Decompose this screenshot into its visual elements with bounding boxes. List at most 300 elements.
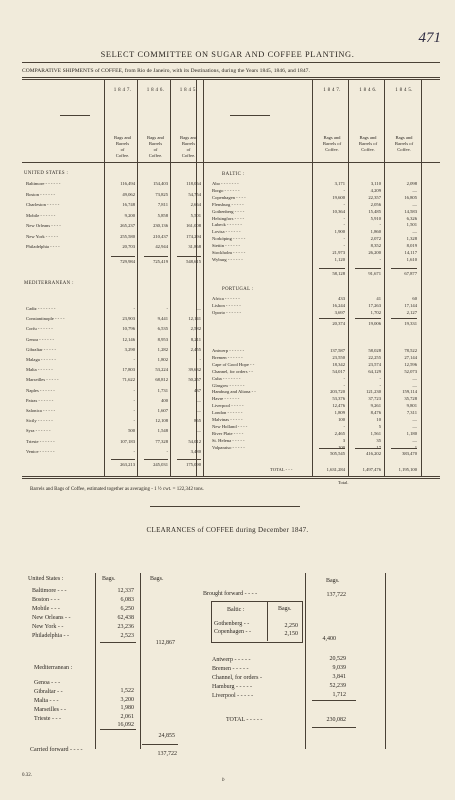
value-cell: 265,237 [120,223,135,228]
subtotal-cell: 505,545 [330,451,345,456]
subtotal-cell: 245,031 [153,462,168,467]
value-cell: 2,523 [120,633,134,639]
value-cell: 6,535 [157,326,168,332]
value-cell: 1,120 [334,256,345,262]
unit-header: Coffee. [181,153,196,158]
sum-rule [142,744,178,745]
value-cell: - [133,408,135,413]
place-label: Baltimore - - - [32,588,67,594]
value-cell: 19,600 [332,194,345,200]
subtotal-cell: 24,855 [158,733,175,739]
place-label: Wyburg - - - - - - [212,256,243,262]
sum-rule [319,448,345,449]
subtotal-cell: 112,867 [155,640,175,646]
value-cell: 2,582 [190,326,201,332]
place-label: Baltimore - - - - - - [26,181,61,186]
unit-header: Bags and [180,135,197,140]
value-cell: — [412,437,417,443]
value-cell: 8,211 [190,336,201,342]
place-label: Malta - - - [34,698,59,704]
place-label: Corfu - - - - - - [26,326,53,332]
year-header: 1 8 4 5. [179,88,198,93]
value-cell: 3,290 [124,346,135,352]
value-cell: 5,501 [190,212,201,218]
place-label: Gibraltar - - [34,689,63,695]
place-label: Glasgow - - - - - - [212,382,245,388]
value-cell: - [343,243,345,249]
sum-rule [60,115,90,116]
grand-total-label: TOTAL - - - [270,467,293,472]
value-cell: 2,664 [190,202,201,207]
value-cell: 12,141 [188,316,201,322]
value-cell: 14,583 [404,208,417,214]
value-cell: — [196,306,201,311]
value-cell: - [343,215,345,221]
section-title: PORTUGAL : [222,287,254,292]
section-title: MEDITERRANEAN : [24,281,74,286]
table-caption: COMPARATIVE SHIPMENTS of COFFEE, from Rio de Janeiro, with its Destinations, during the Years 1845, 1846, and 1847. [22,68,310,74]
unit-header: Bags and [323,135,341,140]
value-cell: 1 [414,444,417,450]
value-cell: 400 [161,397,168,403]
footer-code: 0.32. [22,773,32,778]
place-label: Patras - - - - - - [26,397,54,403]
subtotal-cell: 548,615 [186,259,201,264]
value-cell: 1,731 [157,387,168,393]
total-note: Total. [338,480,349,485]
value-cell: - [166,306,168,311]
value-cell: 1,980 [120,705,134,711]
value-cell: - [133,448,135,454]
value-cell: 1,702 [370,310,381,315]
value-cell: 54,017 [332,368,345,374]
place-label: Mobile - - - - - - [26,212,56,218]
value-cell: 1,501 [406,222,417,228]
value-cell: 2,150 [284,631,298,637]
page-number: 471 [418,30,441,46]
value-cell: 20,529 [329,656,346,662]
place-label: Malvinas - - - - - [212,417,243,422]
subtotal-cell: 58,128 [332,271,345,276]
brought-forward-label: Brought forward - - - - [203,591,258,597]
value-cell: - [343,187,345,193]
value-cell: 9,801 [406,403,417,409]
value-cell: 203,720 [330,389,345,395]
value-cell: — [412,201,417,207]
value-cell: 78,522 [404,348,417,353]
value-cell: 22,357 [368,194,381,200]
unit-header: Barrels [148,141,163,146]
value-cell: 3,110 [370,181,381,186]
value-cell: 3 [342,437,345,443]
value-cell: 2,056 [370,201,381,207]
value-cell: 3,171 [334,181,345,186]
place-label: Gothenberg - - [214,621,250,627]
place-label: Charleston - - - - - [26,202,60,207]
value-cell: 174,294 [186,233,201,239]
year-header: 1 8 4 7. [323,88,341,93]
section-title: UNITED STATES : [24,171,69,176]
column-rule [385,573,386,749]
value-cell: - [133,397,135,403]
value-cell: 42,944 [155,244,168,249]
med-title: Mediterranean : [34,665,73,671]
place-label: Cadiz - - - - - - - [26,306,56,311]
subtotal-cell: 175,090 [186,462,201,467]
value-cell: 54,012 [188,438,201,444]
place-label: Copenhagen - - - - [212,194,246,200]
value-cell: 23,574 [368,361,381,367]
column-rule [140,573,141,749]
value-cell: 5,910 [370,215,381,221]
value-cell: 1,802 [157,357,168,362]
subtotal-cell: 4,400 [322,636,336,642]
barrels-note: Barrels and Bags of Coffee, estimated together as averaging - 1 ½ cwt. = 122,342 tons. [30,487,204,492]
place-label: Borgo - - - - - - [212,187,240,193]
value-cell: 137,587 [330,348,345,353]
unit-header: Bags and [395,135,413,140]
place-label: Helsingfors - - - - [212,215,245,221]
unit-header: Barrels [115,141,130,146]
value-cell: 2,250 [284,623,298,629]
value-cell: 2,072 [370,236,381,242]
year-header: 1 8 4 7. [113,88,132,93]
sum-rule [144,459,168,460]
value-cell: 9,441 [157,316,168,322]
value-cell: 230,136 [153,223,168,228]
value-cell: 68,812 [155,377,168,383]
place-label: St. Helena - - - - - [212,437,245,443]
clearances-title: CLEARANCES of COFFEE during December 1847. [146,526,309,534]
value-cell: - [343,222,345,228]
value-cell: 161,008 [186,223,201,228]
subtotal-cell: 19,331 [404,321,417,326]
value-cell: 1,712 [332,692,346,698]
place-label: Philadelphia - - - - [26,244,60,249]
sum-rule [22,162,440,163]
place-label: Venice - - - - - - [26,448,55,454]
place-label: Antwerp - - - - - - [212,348,245,353]
value-cell: 100 [338,417,345,422]
bags-label: Bags. [150,576,164,582]
total-value: 230,082 [326,717,346,723]
place-label: New Holland - - - - [212,423,248,429]
value-cell: - [199,357,201,362]
value-cell: 255,580 [120,233,135,239]
subtotal-cell: 67,877 [404,271,417,276]
place-label: Bremen - - - - - - [212,354,243,360]
place-label: Copenhagen - - [214,629,251,635]
unit-header: Coffee. [148,153,163,158]
value-cell: 27,144 [404,354,417,360]
carried-forward-label: Carried forward - - - - [30,747,83,753]
column-rule [421,79,422,476]
place-label: Marseilles - - [34,707,66,713]
value-cell: 53,376 [332,396,345,402]
place-label: New York - - - - - [26,233,59,239]
place-label: Gothenberg - - - - [212,208,245,214]
value-cell: 15,485 [368,208,381,214]
value-cell: 52,073 [404,368,417,374]
value-cell: 100 [338,444,345,450]
value-cell: 64,129 [368,368,381,374]
value-cell: 17 [376,444,381,450]
place-label: Stettin - - - - - - [212,243,241,249]
us-title: United States : [28,576,64,582]
carried-forward-value: 137,722 [157,751,177,757]
value-cell: 50,257 [188,377,201,383]
value-cell: 10 [376,417,381,422]
value-cell: 3,697 [334,310,345,315]
value-cell: — [196,408,201,413]
place-label: Lisbon - - - - - - [212,303,241,308]
value-cell: 116,494 [120,181,135,186]
value-cell: 12,476 [332,403,345,409]
value-cell: — [196,397,201,403]
place-label: New York - - [32,624,64,630]
value-cell: 14,117 [404,250,417,255]
value-cell: 2,098 [406,181,417,186]
bags-label: Bags. [278,606,292,612]
place-label: Sicily - - - - - - [26,418,53,424]
sum-rule [312,727,356,728]
value-cell: 12,146 [122,336,135,342]
value-cell: — [412,423,417,429]
unit-header: Coffee. [397,147,411,152]
value-cell: 3,841 [332,674,346,680]
value-cell: 500 [128,428,135,434]
place-label: New Orleans - - [32,615,71,621]
value-cell: 71,622 [122,377,135,383]
table-top-rule [22,77,440,78]
value-cell: 10,796 [122,326,135,332]
place-label: Lovisa - - - - - - [212,229,241,235]
unit-header: Barrels of [322,141,342,146]
place-label: Constantinople - - - - [26,316,65,322]
value-cell: 9,039 [332,665,346,671]
value-cell: 9,200 [124,212,135,218]
value-cell: — [412,187,417,193]
value-cell: 437 [194,387,201,393]
sum-rule [177,256,201,257]
place-label: Norköping - - - - - [212,236,246,242]
value-cell: 17,803 [122,367,135,373]
value-cell: 121,230 [366,389,381,395]
value-cell: 1,610 [406,256,417,262]
unit-header: Barrels of [394,141,414,146]
sum-rule [355,448,381,449]
value-cell: 6,326 [406,215,417,221]
value-cell: 7,311 [406,410,417,416]
value-cell: 22,255 [368,354,381,360]
value-cell: — [412,417,417,422]
unit-header: Coffee. [115,153,130,158]
value-cell: — [412,375,417,381]
unit-header: Barrels [181,141,196,146]
value-cell: 17,144 [404,303,417,308]
unit-header: of [186,147,191,152]
page-header: SELECT COMMITTEE ON SUGAR AND COFFEE PLANTING. [100,50,355,59]
sum-rule [312,700,356,701]
place-label: Hamburg and Altona - - [212,389,256,395]
value-cell: 5 [378,423,381,429]
place-label: Syra - - - - - - [26,428,51,434]
place-label: Boston - - - [32,597,60,603]
brought-forward-value: 137,722 [326,592,346,598]
grand-total-cell: 1,631,284 [326,467,345,472]
subtotal-cell: 263,213 [120,462,135,467]
value-cell: 4,209 [370,187,381,193]
value-cell: 23,236 [117,624,134,630]
sum-rule [100,642,136,643]
value-cell: 2,127 [406,310,417,315]
value-cell: 1,860 [370,229,381,235]
place-label: Channel, for orders - - [212,368,253,374]
subtotal-cell: 416,202 [366,451,381,456]
sum-rule [111,256,135,257]
column-rule [104,79,105,476]
unit-header: Coffee. [361,147,375,152]
grand-total-cell: 1,195,100 [398,467,417,472]
subtotal-cell: 725,419 [153,259,168,264]
value-cell: - [379,222,381,228]
value-cell: 10,364 [332,208,345,214]
baltic-title: Baltic : [227,607,245,613]
sum-rule [391,268,417,269]
value-cell: - [133,306,135,311]
value-cell: 6,250 [120,606,134,612]
value-cell: 18,342 [332,361,345,367]
sum-rule [391,448,417,449]
value-cell: 12,337 [117,588,134,594]
place-label: Gibraltar - - - - - [26,346,56,352]
value-cell: - [343,423,345,429]
place-label: Cape of Good Hope - - [212,361,255,367]
place-label: Liverpool - - - - - [212,403,244,409]
value-cell: 9,261 [370,403,381,409]
subtotal-cell: 19,006 [368,321,381,326]
unit-header: Bags and [114,135,131,140]
table-bottom-rule [22,476,440,477]
value-cell: 23,550 [332,354,345,360]
unit-header: of [120,147,125,152]
value-cell: 865 [194,418,201,424]
value-cell: 16,092 [117,722,134,728]
unit-header: Coffee. [325,147,339,152]
place-label: Trieste - - - - - - [26,438,55,444]
place-label: Cuba - - - - - - - [212,375,241,381]
sum-rule [144,256,168,257]
value-cell: 37,723 [368,396,381,402]
value-cell: - [133,357,135,362]
place-label: Genoa - - - [34,680,61,686]
value-cell: 35,728 [404,396,417,402]
place-label: Bremen - - - - - [212,666,249,672]
sum-rule [355,318,381,319]
value-cell: 6,083 [120,597,134,603]
place-label: Stockholm - - - - - [212,250,246,255]
place-label: Genoa - - - - - - [26,336,55,342]
value-cell: 1,522 [120,688,134,694]
grand-total-cell: 1,497,476 [362,467,381,472]
value-cell: - [166,448,168,454]
unit-header: of [153,147,158,152]
value-cell: 1,607 [157,408,168,413]
value-cell: 2,061 [120,713,134,720]
place-label: Liverpool - - - - - [212,693,254,699]
value-cell: - [343,375,345,381]
value-cell: 54,754 [188,191,201,197]
sum-rule [355,268,381,269]
sum-rule [230,115,270,116]
value-cell: 17,263 [368,303,381,308]
value-cell: 62,438 [117,615,134,621]
value-cell: 1,180 [406,430,417,436]
place-label: Antwerp - - - - - [212,657,251,663]
bags-label: Bags. [102,576,116,582]
value-cell: 107,183 [120,438,135,444]
value-cell: 8,352 [370,243,381,249]
value-cell: 8,476 [370,410,381,416]
sum-rule [319,268,345,269]
bags-label: Bags. [326,578,340,584]
value-cell: 433 [338,296,345,301]
subtotal-cell: 20,374 [332,321,345,326]
place-label: Philadelphia - - [32,633,69,639]
place-label: London - - - - - - [212,410,243,416]
subtotal-cell: 91,671 [368,271,381,276]
value-cell: 23,903 [122,316,135,322]
place-label: Naples - - - - - - [26,387,55,393]
value-cell: 73,825 [155,191,168,197]
value-cell: 8,953 [157,336,168,342]
value-cell: 41 [376,296,381,301]
sum-rule [319,318,345,319]
value-cell: 12,108 [155,418,168,424]
footer-signature: b [222,778,225,783]
value-cell: — [196,428,201,434]
place-label: Marseilles - - - - - [26,377,59,383]
place-label: Abo - - - - - - - [212,181,239,186]
value-cell: — [412,382,417,388]
place-label: Africa - - - - - - [212,296,240,301]
sum-rule [111,459,135,460]
value-cell: 49,062 [122,191,135,197]
value-cell: 1,328 [406,236,417,242]
value-cell: 154,403 [153,181,168,186]
value-cell: - [343,201,345,207]
year-header: 1 8 4 5. [395,88,413,93]
value-cell: - [379,382,381,388]
value-cell: 16,244 [332,303,345,308]
place-label: Malaga - - - - - - [26,357,56,362]
value-cell: 1,561 [370,430,381,436]
place-label: Oporto - - - - - - [212,310,242,315]
value-cell: 1,809 [334,410,345,416]
value-cell: 53,224 [155,367,168,373]
year-header: 1 8 4 6. [359,88,377,93]
value-cell: 210,437 [153,233,168,239]
value-cell: 7,811 [157,202,168,207]
unit-header: Bags and [359,135,377,140]
section-title: BALTIC : [222,172,245,177]
value-cell: - [379,256,381,262]
place-label: Havre - - - - - - [212,396,240,402]
value-cell: 58,028 [368,348,381,353]
place-label: Boston - - - - - - [26,191,56,197]
value-cell: 1,548 [157,428,168,434]
value-cell: 5,858 [157,212,168,218]
